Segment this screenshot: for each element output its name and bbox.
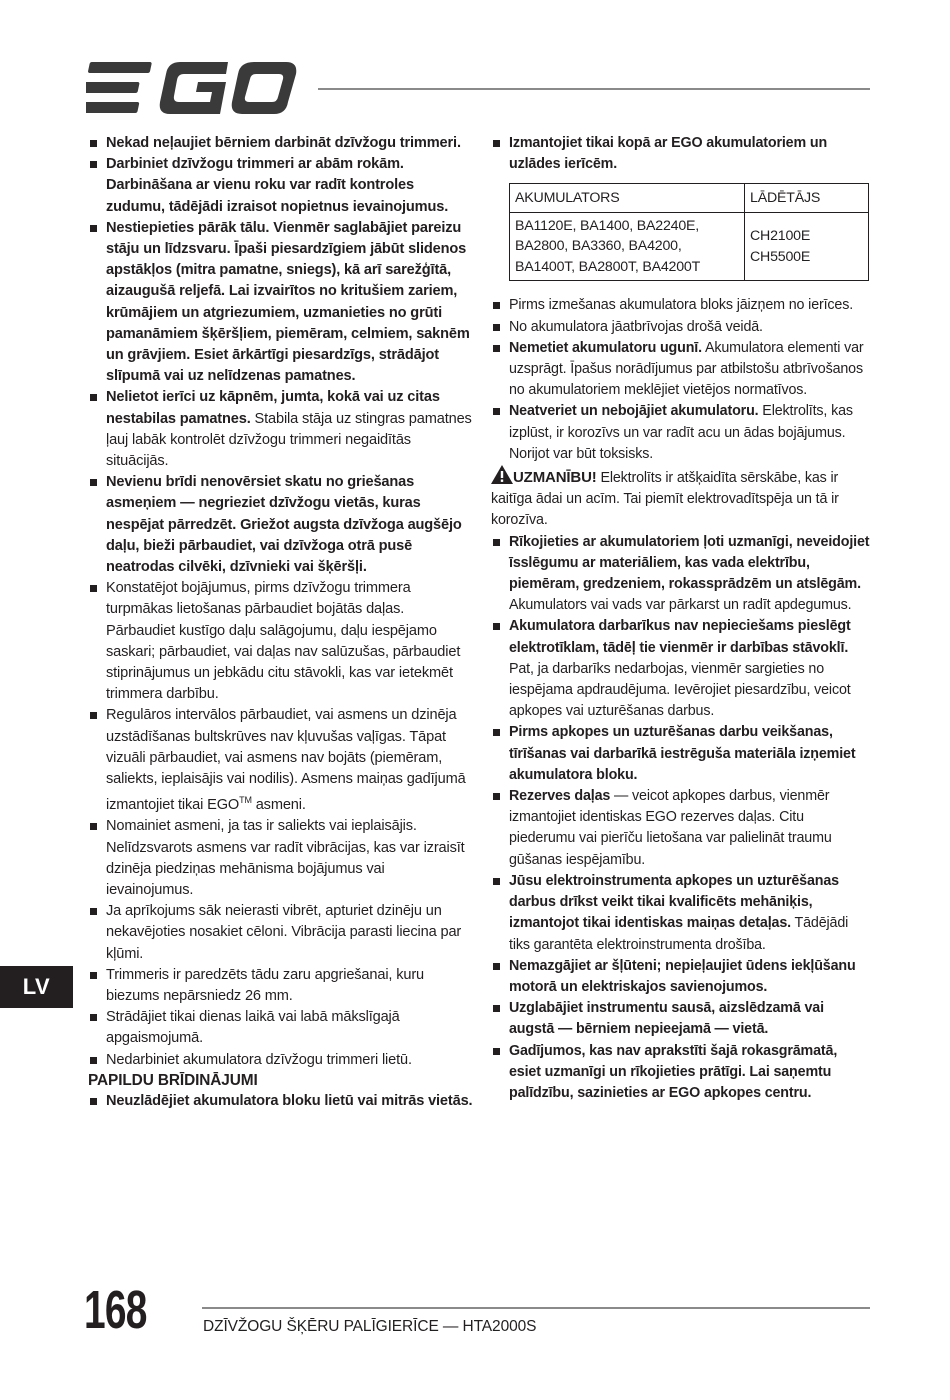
list-item: Regulāros intervālos pārbaudiet, vai asmens un dzinēja uzstādīšanas bultskrūves nav kļuvušas vaļīgas. Tāpat vizuāli pārbaudiet, vai asmens nav bojāts (piemēram, saliekts, ieplaisājis vai nodilis). Asmens maiņas gadījumā izmantojiet tikai EGO™ asmeni. xyxy=(88,705,473,816)
page-number: 168 xyxy=(84,1280,147,1340)
battery-line: BA1120E, BA1400, BA2240E, xyxy=(515,217,700,234)
list-item: Neuzlādējiet akumulatora bloku lietū vai mitrās vietās. xyxy=(88,1091,473,1112)
list-item: Nedarbiniet akumulatora dzīvžogu trimmeri lietū. xyxy=(88,1050,473,1071)
table-row xyxy=(510,212,869,281)
caution-text: Elektrolīts ir atšķaidīta sērskābe, kas ir kaitīga ādai un acīm. Tai piemīt elektrovadītspēja un tā ir korozīva. xyxy=(491,470,839,529)
table-header-row xyxy=(510,184,869,213)
footer-rule xyxy=(202,1307,870,1309)
table-header: AKUMULATORS xyxy=(510,184,745,213)
list-item: Akumulatora darbarīkus nav nepieciešams pieslēgt elektrotīklam, tādēļ tie vienmēr ir darbības stāvoklī. Pat, ja darbarīks nedarbojas, vienmēr sargieties no iespējama apdraudējuma. Ievērojiet piesardzību, veicot apkopes vai uzturēšanas darbus. xyxy=(491,616,871,722)
list-item: Pirms izmešanas akumulatora bloks jāizņem no ierīces. xyxy=(491,295,871,316)
right-column xyxy=(491,133,871,1104)
language-tab: LV xyxy=(0,966,73,1008)
list-item: Gadījumos, kas nav aprakstīti šajā rokasgrāmatā, esiet uzmanīgi un rīkojieties prātīgi. Lai saņemtu palīdzību, sazinieties ar EGO apkopes centru. xyxy=(491,1041,871,1105)
list-item: Ja aprīkojums sāk neierasti vibrēt, apturiet dzinēju un nekavējoties nosakiet cēloni. Vibrācija parasti liecina par kļūmi. xyxy=(88,901,473,965)
list-item: No akumulatora jāatbrīvojas drošā veidā. xyxy=(491,317,871,338)
list-item: Nelietot ierīci uz kāpnēm, jumta, kokā vai uz citas nestabilas pamatnes. Stabila stāja uz stingras pamatnes ļauj labāk kontrolēt dzīvžogu trimmeri negaidītās situācijās. xyxy=(88,387,473,472)
section-title: PAPILDU BRĪDINĀJUMI xyxy=(88,1071,258,1089)
list-item: Darbiniet dzīvžogu trimmeri ar abām rokām. Darbināšana ar vienu roku var radīt kontroles zudumu, tādējādi izraisot nopietnus ievainojumus. xyxy=(88,154,473,218)
header-rule xyxy=(318,88,870,90)
table-cell-batteries xyxy=(510,212,745,281)
list-item: Konstatējot bojājumus, pirms dzīvžogu trimmera turpmākas lietošanas pārbaudiet bojātās daļas. Pārbaudiet kustīgo daļu salāgojumu, daļu iespējamo saskari; pārbaudiet, vai daļas nav salūzušas, pārbaudiet stiprinājumus un jebkādu citu stāvokli, kas var ietekmēt trimmera darbību. xyxy=(88,578,473,705)
left-column xyxy=(88,133,473,1112)
list-item: Nevienu brīdi nenovērsiet skatu no griešanas asmeņiem — negrieziet dzīvžogu vietās, kuras nespējat pārredzēt. Griežot augsta dzīvžoga augšējo daļu, bieži pārbaudiet, vai dzīvžoga otrā pusē neatrodas cilvēki, dzīvnieki vai šķēršļi. xyxy=(88,472,473,578)
list-item: Pirms apkopes un uzturēšanas darbu veikšanas, tīrīšanas vai darbarīkā iestrēguša materiāla izņemiet akumulatora bloku. xyxy=(491,722,871,786)
table-header: LĀDĒTĀJS xyxy=(745,184,869,213)
table-cell-chargers xyxy=(745,212,869,281)
list-item: Rīkojieties ar akumulatoriem ļoti uzmanīgi, neveidojiet īsslēgumu ar materiāliem, kas vada elektrību, piemēram, gredzeniem, rokassprādzēm un atslēgām. Akumulators vai vads var pārkarst un radīt apdegumus. xyxy=(491,532,871,617)
list-item: Trimmeris ir paredzēts tādu zaru apgriešanai, kuru biezums nepārsniedz 26 mm. xyxy=(88,965,473,1007)
list-item: Izmantojiet tikai kopā ar EGO akumulatoriem un uzlādes ierīcēm. xyxy=(491,133,871,175)
trademark-mark: TM xyxy=(239,795,252,806)
charger-line: CH2100E xyxy=(750,228,811,245)
list-item: Nestiepieties pārāk tālu. Vienmēr saglabājiet pareizu stāju un līdzsvaru. Īpaši piesardzīgiem jābūt slidenos apstākļos (mitra pamatne, sniegs), kā arī sarežģītā, aizaugušā reljefā. Lai izvairītos no kritušiem zariem, krūmājiem un atgriezumiem, uzmanieties no grūti pamanāmiem šķēršļiem, piemēram, celmiem, saknēm un grāvjiem. Esiet ārkārtīgi piesardzīgs, strādājot slīpumā vai uz nelīdzenas pamatnes. xyxy=(88,218,473,388)
charger-line: CH5500E xyxy=(750,248,811,265)
battery-line: BA1400T, BA2800T, BA4200T xyxy=(515,258,701,275)
battery-charger-table xyxy=(509,183,869,281)
list-item: Strādājiet tikai dienas laikā vai labā mākslīgajā apgaismojumā. xyxy=(88,1007,473,1049)
list-item: Neatveriet un nebojājiet akumulatoru. Elektrolīts, kas izplūst, ir korozīvs un var radīt acu un ādas bojājumus. Norijot var būt toksisks. xyxy=(491,401,871,465)
caution-label: UZMANĪBU! xyxy=(513,469,597,487)
ego-logo xyxy=(86,62,298,114)
list-item: Uzglabājiet instrumentu sausā, aizslēdzamā vai augstā — bērniem nepieejamā — vietā. xyxy=(491,998,871,1040)
warning-triangle-icon xyxy=(491,465,513,484)
list-item: Nemazgājiet ar šļūteni; nepieļaujiet ūdens iekļūšanu motorā un elektriskajos savienojumos. xyxy=(491,956,871,998)
list-item: Nomainiet asmeni, ja tas ir saliekts vai ieplaisājis. Nelīdzsvarots asmens var radīt vibrācijas, kas var izraisīt dzinēja piedziņas mehānisma bojājumus vai ievainojumus. xyxy=(88,816,473,901)
list-item: Jūsu elektroinstrumenta apkopes un uzturēšanas darbus drīkst veikt tikai kvalificēts mehāniķis, izmantojot tikai identiskas maiņas detaļas. Tādējādi tiks garantēta elektroinstrumenta drošība. xyxy=(491,871,871,956)
caution-note xyxy=(491,465,871,532)
list-item: Rezerves daļas — veicot apkopes darbus, vienmēr izmantojiet identiskas EGO rezerves daļas. Citu piederumu vai pierīču lietošana var palielināt traumu gūšanas iespējamību. xyxy=(491,786,871,871)
list-item: Nekad neļaujiet bērniem darbināt dzīvžogu trimmeri. xyxy=(88,133,473,154)
list-item: Nemetiet akumulatoru ugunī. Akumulatora elementi var uzsprāgt. Īpašus norādījumus par atbilstošu atbrīvošanos no akumulatoriem meklējiet vietējos normatīvos. xyxy=(491,338,871,402)
battery-line: BA2800, BA3360, BA4200, xyxy=(515,238,682,255)
footer-title: DZĪVŽOGU ŠĶĒRU PALĪGIERĪCE — HTA2000S xyxy=(203,1318,537,1335)
